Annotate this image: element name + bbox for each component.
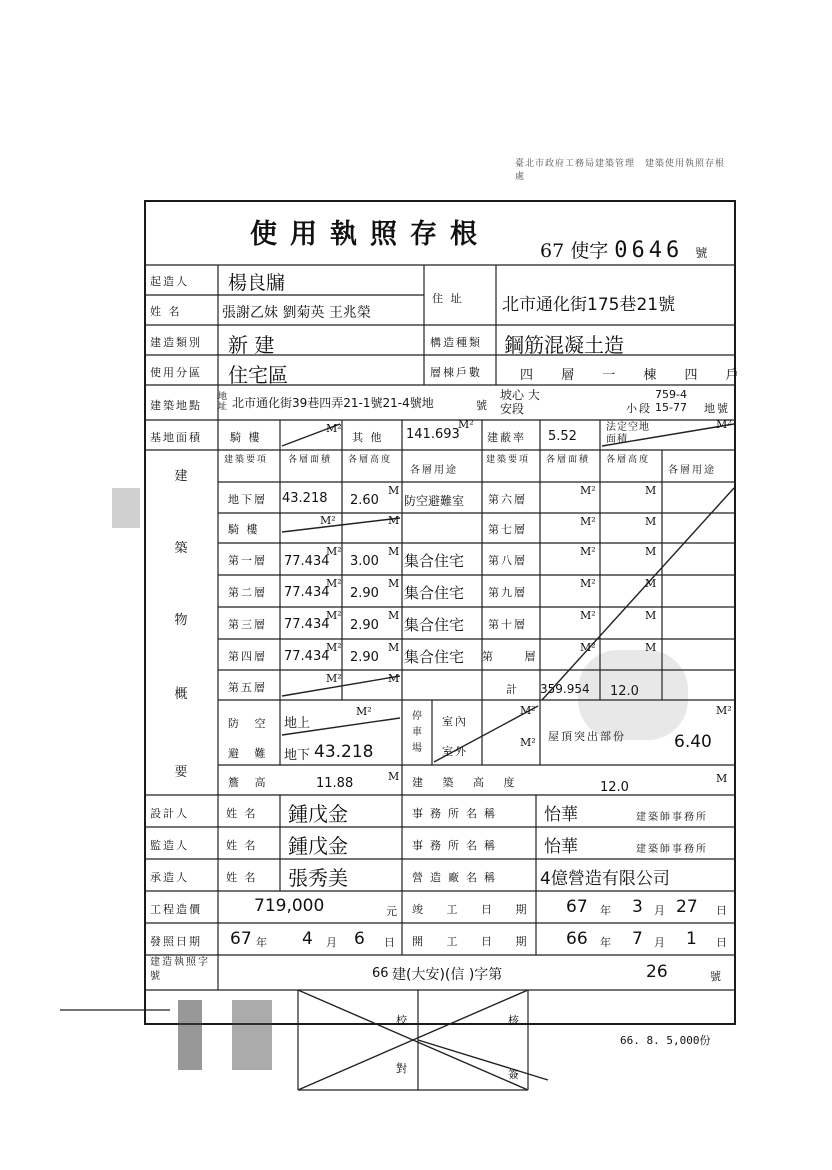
floor-5-label: 第五層 (228, 681, 267, 694)
top-stamp-left: 臺北市政府工務局建築管理處 (515, 159, 636, 182)
floor-2-label: 第二層 (228, 586, 267, 599)
roof-value: 6.40 (674, 732, 712, 752)
contractor-name: 張秀美 (288, 866, 348, 890)
designer-office-label: 事務所名稱 (412, 807, 502, 820)
floors-label: 層棟戶數 (430, 366, 482, 379)
floor-4-height: 2.90 (350, 650, 379, 665)
parking-indoor-unit: M² (520, 704, 536, 717)
floor-2-area: 77.434 (284, 585, 330, 600)
floor-1-height: 3.00 (350, 554, 379, 569)
designer-label: 設計人 (150, 807, 189, 820)
license-year: 66 (372, 966, 389, 981)
site-label: 建築地點 (150, 399, 202, 412)
floor-arcade-unit-area: M² (320, 514, 336, 527)
floor-1-area: 77.434 (284, 554, 330, 569)
top-stamp-right: 建築使用執照存根 (645, 159, 726, 169)
floor-10-label: 第十層 (488, 618, 527, 631)
issue-day: 6 (354, 929, 365, 949)
lot-section: 坡心 大安段 (500, 388, 540, 416)
building-height-unit: M (716, 772, 728, 785)
lot-number: 759-4 15-77 (655, 388, 687, 414)
parking-indoor-label: 室內 (442, 715, 468, 728)
floor-3-label: 第三層 (228, 618, 267, 631)
check-char-1: 校 (396, 1014, 409, 1027)
speckle-area (578, 650, 688, 740)
header-item-right: 建築要項 (486, 455, 531, 465)
other-label: 其 他 (352, 431, 384, 444)
roof-label: 屋頂突出部份 (548, 730, 626, 743)
issue-y-unit: 年 (256, 936, 269, 949)
floor-1-unit-height: M (388, 545, 400, 558)
arcade-label: 騎 樓 (230, 431, 262, 444)
cost-label: 工程造價 (150, 903, 202, 916)
check-char-3: 核 (508, 1014, 521, 1027)
lot-suffix: 地號 (704, 402, 730, 415)
supervisor-name: 鍾戊金 (288, 834, 348, 858)
license-suffix: 號 (710, 970, 723, 983)
permit-suffix: 號 (695, 246, 708, 260)
floor-3-area: 77.434 (284, 617, 330, 632)
issue-label: 發照日期 (150, 935, 202, 948)
r8-unit-height: M (645, 545, 657, 558)
license-number: 26 (646, 962, 668, 982)
completion-day: 27 (676, 897, 698, 917)
r9-unit-height: M (645, 577, 657, 590)
completion-m-unit: 月 (654, 904, 667, 917)
r7-unit-height: M (645, 515, 657, 528)
section-char-4: 概 (174, 687, 188, 702)
lot-label: 號 (476, 399, 489, 412)
floor-4-label: 第四層 (228, 650, 267, 663)
floor-arcade-label: 騎 樓 (228, 523, 260, 536)
shelter-below-label: 地下 (284, 748, 311, 763)
header-area-left: 各層面積 (288, 455, 333, 465)
issue-month: 4 (302, 929, 313, 949)
floor-3-unit-area: M² (326, 609, 342, 622)
legal-space-label: 法定空地面積 (606, 422, 650, 445)
arcade-unit: M² (326, 422, 342, 435)
section-char-3: 物 (174, 613, 188, 628)
completion-d-unit: 日 (716, 904, 729, 917)
license-district: 建(大安)(信 )字第 (392, 967, 503, 983)
floor-basement-area: 43.218 (282, 491, 328, 506)
start-day: 1 (686, 929, 697, 949)
start-label: 開 工 日 期 (412, 935, 537, 948)
header-height-left: 各層高度 (348, 455, 393, 465)
scan-stamp-mark-1 (178, 1000, 202, 1070)
other-unit: M² (458, 418, 474, 431)
floor-9-label: 第九層 (488, 586, 527, 599)
floor-arcade-unit-height: M (388, 514, 400, 527)
contractor-label: 承造人 (150, 871, 189, 884)
floor-2-height: 2.90 (350, 586, 379, 601)
address-label: 住 址 (432, 292, 464, 305)
category-value: 新 建 (228, 333, 275, 357)
completion-y-unit: 年 (600, 904, 613, 917)
structure-value: 鋼筋混凝土造 (504, 333, 624, 357)
total-height: 12.0 (610, 684, 639, 699)
issue-m-unit: 月 (326, 936, 339, 949)
permit-number: 0646 (614, 238, 684, 263)
contractor-name-label: 姓 名 (226, 871, 258, 884)
header-use-right: 各層用途 (668, 465, 716, 476)
r9-unit-area: M² (580, 577, 596, 590)
floor-3-use: 集合住宅 (404, 616, 465, 634)
rn-unit-height: M (645, 641, 657, 654)
floor-n-label: 第 層 (482, 650, 550, 663)
floor-basement-label: 地下層 (228, 493, 267, 506)
license-label: 建造執照字號 (150, 957, 210, 982)
permit-number-block (540, 236, 707, 263)
shelter-above-label: 地上 (284, 716, 311, 731)
section-char-1: 建 (174, 469, 188, 484)
cost-value: 719,000 (254, 896, 325, 916)
supervisor-name-label: 姓 名 (226, 839, 258, 852)
shelter-above-unit: M² (356, 705, 372, 718)
designer-name: 鍾戊金 (288, 802, 348, 826)
other-value: 141.693 (406, 427, 460, 442)
applicant-name-1: 楊良牖 (228, 272, 286, 294)
legal-space-unit: M² (716, 418, 732, 431)
supervisor-office-suffix: 建築師事務所 (636, 844, 708, 855)
margin-mark (112, 488, 140, 528)
start-year: 66 (566, 929, 588, 949)
permit-prefix: 67 使字 (540, 240, 609, 262)
issue-year: 67 (230, 929, 252, 949)
floor-4-unit-height: M (388, 641, 400, 654)
r10-unit-height: M (645, 609, 657, 622)
section-char-5: 要 (174, 765, 188, 780)
rn-unit-area: M² (580, 641, 596, 654)
floor-1-unit-area: M² (326, 545, 342, 558)
contractor-factory-label: 營造廠名稱 (412, 871, 502, 884)
eaves-label: 簷 高 (228, 776, 272, 789)
lot-subsection: 小段 (626, 402, 652, 415)
building-height-value: 12.0 (600, 780, 629, 795)
start-d-unit: 日 (716, 936, 729, 949)
floor-basement-unit: M (388, 484, 400, 497)
floors-value: 四 層 一 棟 四 戶 (520, 368, 751, 383)
floor-4-unit-area: M² (326, 641, 342, 654)
site-sublabel: 地址 (218, 392, 230, 412)
applicant-label: 起造人 (150, 275, 189, 288)
floor-2-unit-area: M² (326, 577, 342, 590)
r6-unit-height: M (645, 484, 657, 497)
check-char-4: 簽 (508, 1068, 521, 1081)
r6-unit-area: M² (580, 484, 596, 497)
coverage-label: 建蔽率 (487, 431, 526, 444)
floor-6-label: 第六層 (488, 493, 527, 506)
floor-basement-height: 2.60 (350, 493, 379, 508)
zone-value: 住宅區 (228, 363, 288, 387)
site-area-label: 基地面積 (150, 431, 202, 444)
building-height-label: 建 築 高 度 (412, 776, 523, 789)
floor-5-unit-height: M (388, 672, 400, 685)
completion-year: 67 (566, 897, 588, 917)
r8-unit-area: M² (580, 545, 596, 558)
supervisor-label: 監造人 (150, 839, 189, 852)
floor-1-label: 第一層 (228, 554, 267, 567)
header-height-right: 各層高度 (606, 455, 651, 465)
parking-label: 停車場 (412, 711, 424, 754)
designer-office: 怡華 (544, 805, 578, 825)
total-label: 計 (506, 683, 519, 696)
floor-2-use: 集合住宅 (404, 584, 465, 602)
floor-3-height: 2.90 (350, 618, 379, 633)
floor-8-label: 第八層 (488, 554, 527, 567)
designer-office-suffix: 建築師事務所 (636, 812, 708, 823)
floor-basement-use: 防空避難室 (404, 494, 465, 508)
supervisor-office-label: 事務所名稱 (412, 839, 502, 852)
start-y-unit: 年 (600, 936, 613, 949)
applicant-name-2: 張謝乙妹 劉菊英 王兆榮 (222, 305, 371, 321)
floor-3-unit-height: M (388, 609, 400, 622)
designer-name-label: 姓 名 (226, 807, 258, 820)
floor-7-label: 第七層 (488, 523, 527, 536)
print-info: 66. 8. 5,000份 (620, 1034, 711, 1047)
floor-4-use: 集合住宅 (404, 648, 465, 666)
r10-unit-area: M² (580, 609, 596, 622)
site-address: 北市通化街39巷四弄21-1號21-4號地 (232, 396, 434, 410)
shelter-below-value: 43.218 (314, 742, 374, 762)
floor-2-unit-height: M (388, 577, 400, 590)
applicant-name-label: 姓 名 (150, 305, 182, 318)
parking-outdoor-label: 室外 (442, 745, 468, 758)
completion-month: 3 (632, 897, 643, 917)
eaves-value: 11.88 (316, 776, 354, 791)
total-area: 359.954 (540, 682, 590, 696)
start-month: 7 (632, 929, 643, 949)
r7-unit-area: M² (580, 515, 596, 528)
eaves-unit: M (388, 770, 400, 783)
header-item-left: 建築要項 (224, 455, 269, 465)
floor-4-area: 77.434 (284, 649, 330, 664)
header-use-left: 各層用途 (410, 465, 458, 476)
parking-outdoor-unit: M² (520, 736, 536, 749)
structure-label: 構造種類 (430, 336, 482, 349)
completion-label: 竣 工 日 期 (412, 903, 537, 916)
contractor-company: 4億營造有限公司 (540, 869, 670, 889)
floor-5-unit-area: M² (326, 672, 342, 685)
roof-unit: M² (716, 704, 732, 717)
zone-label: 使用分區 (150, 366, 202, 379)
form-title: 使用執照存根 (250, 219, 490, 250)
start-m-unit: 月 (654, 936, 667, 949)
issue-d-unit: 日 (384, 936, 397, 949)
supervisor-office: 怡華 (544, 837, 578, 857)
shelter-label-1: 防 空 (228, 717, 272, 730)
shelter-label-2: 避 難 (228, 747, 272, 760)
coverage-value: 5.52 (548, 429, 577, 444)
applicant-address: 北市通化街175巷21號 (502, 295, 676, 315)
scan-stamp-mark-2 (232, 1000, 272, 1070)
category-label: 建造類別 (150, 336, 202, 349)
header-area-right: 各層面積 (546, 455, 591, 465)
check-char-2: 對 (396, 1062, 409, 1075)
cost-unit: 元 (386, 905, 399, 918)
section-char-2: 築 (174, 541, 188, 556)
floor-1-use: 集合住宅 (404, 552, 465, 570)
